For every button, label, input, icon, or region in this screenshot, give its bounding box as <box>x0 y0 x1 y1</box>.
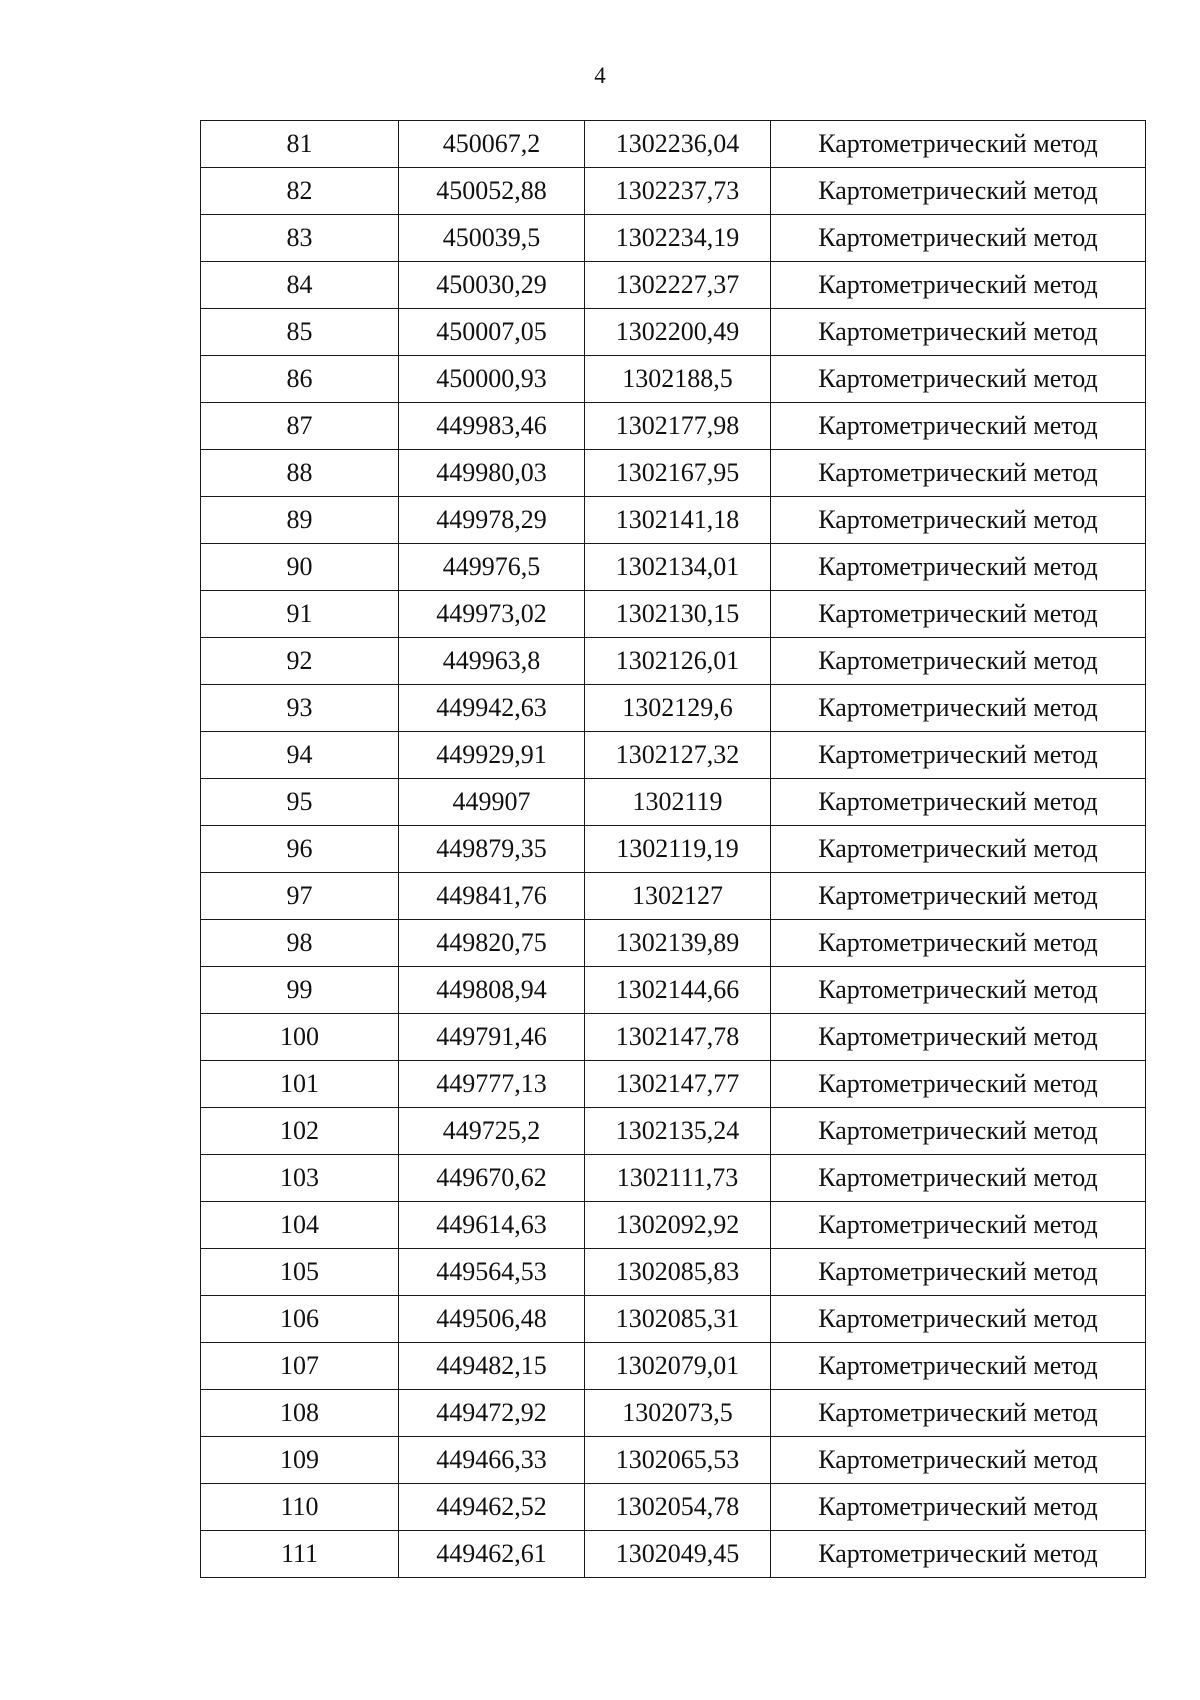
method-cell: Картометрический метод <box>771 1202 1146 1249</box>
coordinates-table-body <box>201 121 1146 1578</box>
method-cell: Картометрический метод <box>771 920 1146 967</box>
point-number-cell: 95 <box>201 779 399 826</box>
x-coordinate-cell: 449820,75 <box>399 920 585 967</box>
x-coordinate-cell: 449482,15 <box>399 1343 585 1390</box>
table-row <box>201 1108 1146 1155</box>
method-cell: Картометрический метод <box>771 1484 1146 1531</box>
method-cell: Картометрический метод <box>771 309 1146 356</box>
y-coordinate-cell: 1302079,01 <box>585 1343 771 1390</box>
point-number-cell: 92 <box>201 638 399 685</box>
table-row <box>201 403 1146 450</box>
y-coordinate-cell: 1302073,5 <box>585 1390 771 1437</box>
y-coordinate-cell: 1302134,01 <box>585 544 771 591</box>
point-number-cell: 98 <box>201 920 399 967</box>
x-coordinate-cell: 449472,92 <box>399 1390 585 1437</box>
y-coordinate-cell: 1302127 <box>585 873 771 920</box>
y-coordinate-cell: 1302147,78 <box>585 1014 771 1061</box>
y-coordinate-cell: 1302135,24 <box>585 1108 771 1155</box>
method-cell: Картометрический метод <box>771 1155 1146 1202</box>
table-row <box>201 1014 1146 1061</box>
method-cell: Картометрический метод <box>771 544 1146 591</box>
table-row <box>201 356 1146 403</box>
table-row <box>201 544 1146 591</box>
method-cell: Картометрический метод <box>771 356 1146 403</box>
y-coordinate-cell: 1302236,04 <box>585 121 771 168</box>
x-coordinate-cell: 449978,29 <box>399 497 585 544</box>
x-coordinate-cell: 450067,2 <box>399 121 585 168</box>
point-number-cell: 107 <box>201 1343 399 1390</box>
table-row <box>201 121 1146 168</box>
x-coordinate-cell: 449973,02 <box>399 591 585 638</box>
method-cell: Картометрический метод <box>771 1108 1146 1155</box>
y-coordinate-cell: 1302167,95 <box>585 450 771 497</box>
x-coordinate-cell: 449841,76 <box>399 873 585 920</box>
y-coordinate-cell: 1302234,19 <box>585 215 771 262</box>
x-coordinate-cell: 450030,29 <box>399 262 585 309</box>
method-cell: Картометрический метод <box>771 1014 1146 1061</box>
method-cell: Картометрический метод <box>771 685 1146 732</box>
method-cell: Картометрический метод <box>771 1249 1146 1296</box>
point-number-cell: 104 <box>201 1202 399 1249</box>
x-coordinate-cell: 449506,48 <box>399 1296 585 1343</box>
method-cell: Картометрический метод <box>771 1296 1146 1343</box>
point-number-cell: 100 <box>201 1014 399 1061</box>
point-number-cell: 96 <box>201 826 399 873</box>
table-row <box>201 873 1146 920</box>
point-number-cell: 99 <box>201 967 399 1014</box>
x-coordinate-cell: 449983,46 <box>399 403 585 450</box>
y-coordinate-cell: 1302141,18 <box>585 497 771 544</box>
x-coordinate-cell: 449725,2 <box>399 1108 585 1155</box>
y-coordinate-cell: 1302111,73 <box>585 1155 771 1202</box>
y-coordinate-cell: 1302130,15 <box>585 591 771 638</box>
table-row <box>201 1202 1146 1249</box>
y-coordinate-cell: 1302177,98 <box>585 403 771 450</box>
y-coordinate-cell: 1302188,5 <box>585 356 771 403</box>
x-coordinate-cell: 449462,61 <box>399 1531 585 1578</box>
point-number-cell: 86 <box>201 356 399 403</box>
x-coordinate-cell: 450007,05 <box>399 309 585 356</box>
y-coordinate-cell: 1302119 <box>585 779 771 826</box>
method-cell: Картометрический метод <box>771 779 1146 826</box>
point-number-cell: 111 <box>201 1531 399 1578</box>
table-row <box>201 497 1146 544</box>
table-row <box>201 591 1146 638</box>
y-coordinate-cell: 1302147,77 <box>585 1061 771 1108</box>
table-row <box>201 309 1146 356</box>
method-cell: Картометрический метод <box>771 262 1146 309</box>
point-number-cell: 85 <box>201 309 399 356</box>
x-coordinate-cell: 449980,03 <box>399 450 585 497</box>
point-number-cell: 82 <box>201 168 399 215</box>
point-number-cell: 90 <box>201 544 399 591</box>
x-coordinate-cell: 449564,53 <box>399 1249 585 1296</box>
point-number-cell: 97 <box>201 873 399 920</box>
table-row <box>201 1390 1146 1437</box>
x-coordinate-cell: 449907 <box>399 779 585 826</box>
point-number-cell: 87 <box>201 403 399 450</box>
point-number-cell: 109 <box>201 1437 399 1484</box>
table-row <box>201 967 1146 1014</box>
y-coordinate-cell: 1302144,66 <box>585 967 771 1014</box>
table-row <box>201 779 1146 826</box>
y-coordinate-cell: 1302085,83 <box>585 1249 771 1296</box>
y-coordinate-cell: 1302227,37 <box>585 262 771 309</box>
method-cell: Картометрический метод <box>771 732 1146 779</box>
table-row <box>201 1061 1146 1108</box>
point-number-cell: 108 <box>201 1390 399 1437</box>
table-row <box>201 1343 1146 1390</box>
point-number-cell: 88 <box>201 450 399 497</box>
point-number-cell: 110 <box>201 1484 399 1531</box>
table-row <box>201 1296 1146 1343</box>
point-number-cell: 94 <box>201 732 399 779</box>
y-coordinate-cell: 1302065,53 <box>585 1437 771 1484</box>
x-coordinate-cell: 449466,33 <box>399 1437 585 1484</box>
method-cell: Картометрический метод <box>771 1390 1146 1437</box>
table-row <box>201 638 1146 685</box>
table-row <box>201 1249 1146 1296</box>
method-cell: Картометрический метод <box>771 403 1146 450</box>
y-coordinate-cell: 1302139,89 <box>585 920 771 967</box>
method-cell: Картометрический метод <box>771 591 1146 638</box>
y-coordinate-cell: 1302119,19 <box>585 826 771 873</box>
y-coordinate-cell: 1302126,01 <box>585 638 771 685</box>
method-cell: Картометрический метод <box>771 121 1146 168</box>
x-coordinate-cell: 450052,88 <box>399 168 585 215</box>
method-cell: Картометрический метод <box>771 1343 1146 1390</box>
table-row <box>201 1531 1146 1578</box>
table-row <box>201 685 1146 732</box>
table-row <box>201 262 1146 309</box>
point-number-cell: 91 <box>201 591 399 638</box>
table-row <box>201 826 1146 873</box>
y-coordinate-cell: 1302054,78 <box>585 1484 771 1531</box>
point-number-cell: 102 <box>201 1108 399 1155</box>
point-number-cell: 84 <box>201 262 399 309</box>
point-number-cell: 105 <box>201 1249 399 1296</box>
point-number-cell: 81 <box>201 121 399 168</box>
table-row <box>201 1155 1146 1202</box>
method-cell: Картометрический метод <box>771 215 1146 262</box>
x-coordinate-cell: 449976,5 <box>399 544 585 591</box>
method-cell: Картометрический метод <box>771 638 1146 685</box>
x-coordinate-cell: 449670,62 <box>399 1155 585 1202</box>
method-cell: Картометрический метод <box>771 168 1146 215</box>
point-number-cell: 106 <box>201 1296 399 1343</box>
method-cell: Картометрический метод <box>771 967 1146 1014</box>
y-coordinate-cell: 1302085,31 <box>585 1296 771 1343</box>
method-cell: Картометрический метод <box>771 1437 1146 1484</box>
point-number-cell: 103 <box>201 1155 399 1202</box>
table-row <box>201 920 1146 967</box>
x-coordinate-cell: 449777,13 <box>399 1061 585 1108</box>
x-coordinate-cell: 450039,5 <box>399 215 585 262</box>
page-number: 4 <box>594 63 606 88</box>
method-cell: Картометрический метод <box>771 497 1146 544</box>
y-coordinate-cell: 1302237,73 <box>585 168 771 215</box>
x-coordinate-cell: 449963,8 <box>399 638 585 685</box>
coordinates-table <box>200 120 1146 1578</box>
table-row <box>201 450 1146 497</box>
point-number-cell: 89 <box>201 497 399 544</box>
method-cell: Картометрический метод <box>771 826 1146 873</box>
y-coordinate-cell: 1302092,92 <box>585 1202 771 1249</box>
x-coordinate-cell: 450000,93 <box>399 356 585 403</box>
x-coordinate-cell: 449791,46 <box>399 1014 585 1061</box>
method-cell: Картометрический метод <box>771 1531 1146 1578</box>
y-coordinate-cell: 1302049,45 <box>585 1531 771 1578</box>
table-row <box>201 168 1146 215</box>
x-coordinate-cell: 449808,94 <box>399 967 585 1014</box>
x-coordinate-cell: 449942,63 <box>399 685 585 732</box>
y-coordinate-cell: 1302127,32 <box>585 732 771 779</box>
method-cell: Картометрический метод <box>771 873 1146 920</box>
y-coordinate-cell: 1302200,49 <box>585 309 771 356</box>
x-coordinate-cell: 449462,52 <box>399 1484 585 1531</box>
x-coordinate-cell: 449929,91 <box>399 732 585 779</box>
y-coordinate-cell: 1302129,6 <box>585 685 771 732</box>
point-number-cell: 83 <box>201 215 399 262</box>
method-cell: Картометрический метод <box>771 1061 1146 1108</box>
x-coordinate-cell: 449614,63 <box>399 1202 585 1249</box>
point-number-cell: 93 <box>201 685 399 732</box>
table-row <box>201 215 1146 262</box>
table-row <box>201 732 1146 779</box>
method-cell: Картометрический метод <box>771 450 1146 497</box>
point-number-cell: 101 <box>201 1061 399 1108</box>
table-row <box>201 1437 1146 1484</box>
table-row <box>201 1484 1146 1531</box>
x-coordinate-cell: 449879,35 <box>399 826 585 873</box>
